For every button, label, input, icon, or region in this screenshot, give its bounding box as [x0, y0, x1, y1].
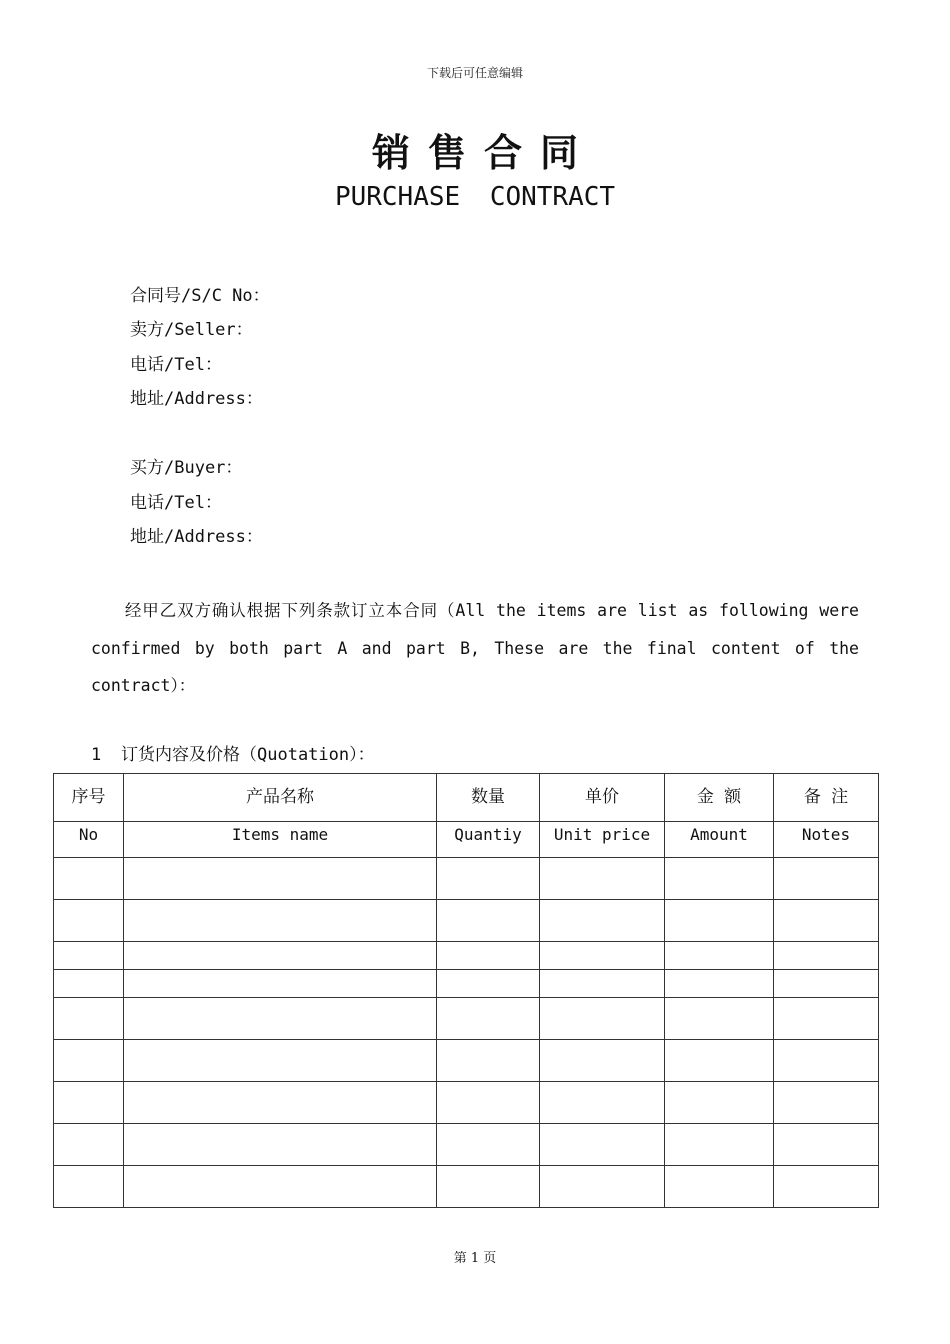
section-1-heading [91, 740, 375, 765]
table-cell [437, 1166, 540, 1208]
table-cell [774, 858, 879, 900]
table-row [54, 1166, 879, 1208]
contract-number-field: 合同号/S/C No： [130, 286, 270, 306]
table-row [54, 1082, 879, 1124]
table-header-cell: Notes [774, 822, 879, 858]
table-cell [54, 1166, 124, 1208]
table-cell [437, 1124, 540, 1166]
table-row [54, 1040, 879, 1082]
buyer-field: 买方/Buyer： [130, 458, 243, 478]
table-cell [774, 1124, 879, 1166]
table-row [54, 858, 879, 900]
table-header-cell: Items name [124, 822, 437, 858]
table-cell [665, 1124, 774, 1166]
table-cell [124, 900, 437, 942]
table-header-cell: 金 额 [665, 774, 774, 822]
document-title-english: PURCHASE CONTRACT [334, 182, 616, 212]
seller-tel-field: 电话/Tel： [130, 355, 222, 375]
table-cell [540, 1124, 665, 1166]
table-cell [774, 1082, 879, 1124]
document-title-chinese: 销售合同 [371, 131, 596, 175]
table-cell [54, 970, 124, 998]
table-header-cell: 数量 [437, 774, 540, 822]
table-header-cell: Unit price [540, 822, 665, 858]
table-cell [437, 998, 540, 1040]
table-cell [540, 942, 665, 970]
table-cell [540, 970, 665, 998]
table-header-cell: 序号 [54, 774, 124, 822]
table-cell [437, 970, 540, 998]
table-cell [665, 1082, 774, 1124]
table-cell [124, 998, 437, 1040]
table-cell [437, 858, 540, 900]
table-cell [774, 900, 879, 942]
table-cell [124, 970, 437, 998]
table-cell [665, 858, 774, 900]
table-cell [124, 942, 437, 970]
table-row [54, 900, 879, 942]
table-header-cell: Amount [665, 822, 774, 858]
table-row [54, 942, 879, 970]
table-cell [774, 970, 879, 998]
seller-field: 卖方/Seller： [130, 320, 253, 340]
table-cell [540, 1082, 665, 1124]
table-cell [54, 900, 124, 942]
table-header-row-chinese [54, 774, 879, 822]
table-cell [124, 1082, 437, 1124]
table-row [54, 998, 879, 1040]
table-header-cell: 备 注 [774, 774, 879, 822]
table-cell [774, 1040, 879, 1082]
table-header-row-english [54, 822, 879, 858]
seller-address-field: 地址/Address： [130, 389, 263, 409]
table-cell [774, 942, 879, 970]
table-cell [124, 1040, 437, 1082]
table-cell [665, 942, 774, 970]
table-cell [54, 942, 124, 970]
table-cell [665, 1040, 774, 1082]
table-cell [437, 1082, 540, 1124]
table-cell [665, 1166, 774, 1208]
table-cell [54, 1082, 124, 1124]
table-cell [665, 900, 774, 942]
table-cell [54, 1040, 124, 1082]
table-cell [124, 1124, 437, 1166]
page-footer: 第 1 页 [453, 1251, 497, 1266]
table-row [54, 1124, 879, 1166]
table-cell [54, 858, 124, 900]
table-cell [540, 1166, 665, 1208]
table-cell [540, 858, 665, 900]
table-cell [124, 1166, 437, 1208]
table-cell [54, 998, 124, 1040]
section-1-number: 1 [91, 745, 102, 765]
intro-paragraph-text: 经甲乙双方确认根据下列条款订立本合同（All the items are list as following were confirmed by both part A and part B, These are the final content of the contract）： [91, 601, 859, 695]
buyer-tel-field: 电话/Tel： [130, 493, 222, 513]
table-header-cell: No [54, 822, 124, 858]
table-cell [437, 942, 540, 970]
table-cell [54, 1124, 124, 1166]
table-header-cell: Quantiy [437, 822, 540, 858]
quotation-table [53, 773, 879, 1208]
table-cell [665, 998, 774, 1040]
buyer-address-field: 地址/Address： [130, 527, 263, 547]
table-cell [774, 1166, 879, 1208]
table-cell [774, 998, 879, 1040]
table-cell [540, 998, 665, 1040]
header-note: 下载后可任意编辑 [426, 66, 523, 80]
table-cell [124, 858, 437, 900]
table-cell [540, 900, 665, 942]
table-cell [540, 1040, 665, 1082]
table-cell [437, 1040, 540, 1082]
section-1-title: 订货内容及价格（Quotation）： [121, 745, 375, 765]
intro-paragraph [91, 592, 859, 705]
table-row [54, 970, 879, 998]
table-cell [437, 900, 540, 942]
table-cell [665, 970, 774, 998]
table-header-cell: 产品名称 [124, 774, 437, 822]
table-header-cell: 单价 [540, 774, 665, 822]
